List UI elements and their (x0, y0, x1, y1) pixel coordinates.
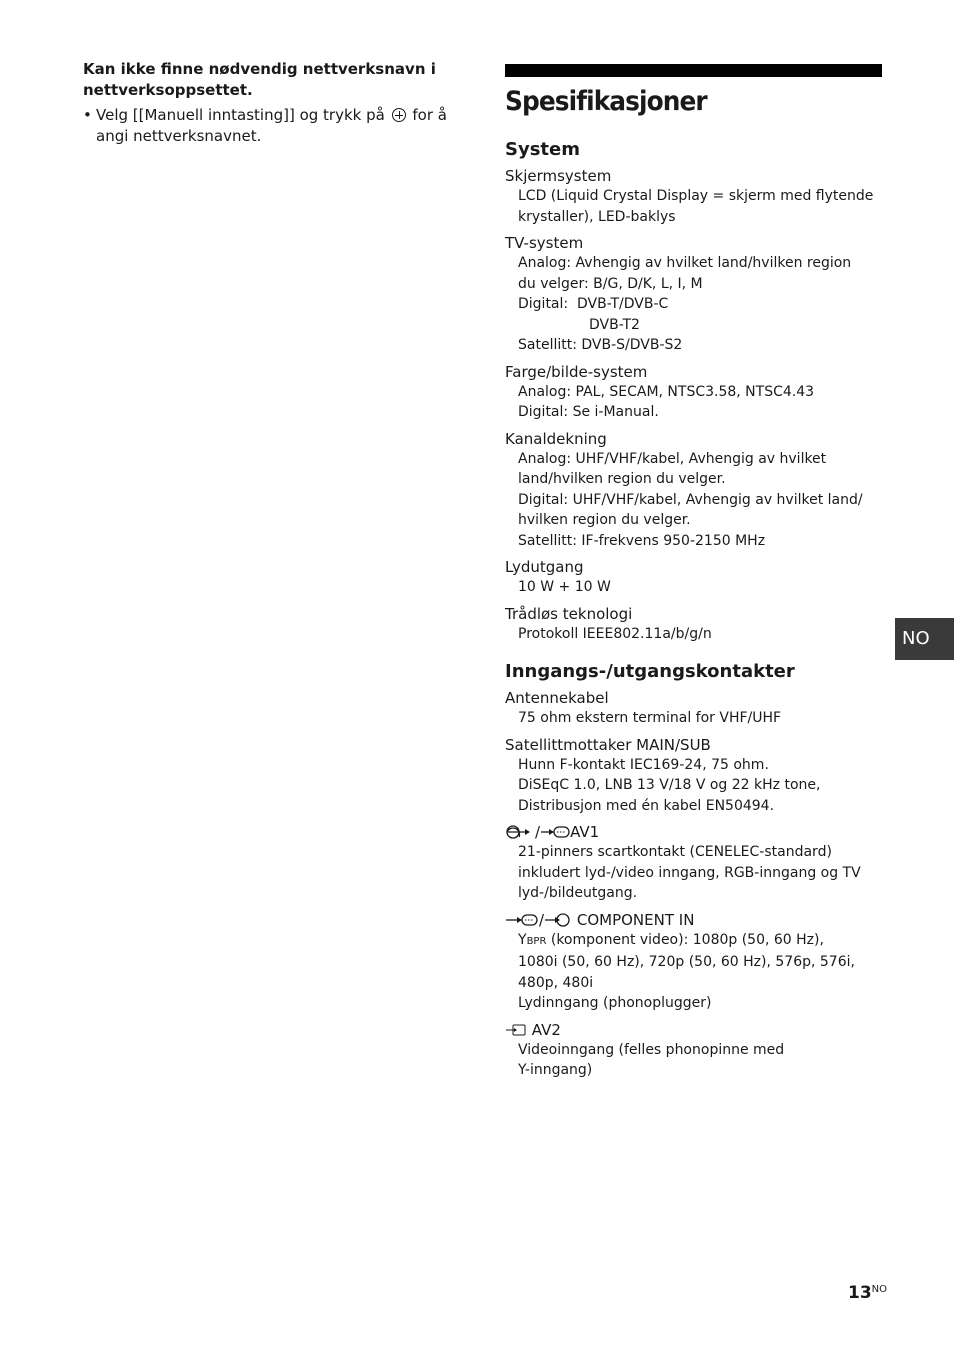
term-tv-system: TV-system (505, 234, 584, 252)
def-line: Digital: Se i-Manual. (518, 404, 659, 420)
term-tradlos-teknologi: Trådløs teknologi (505, 604, 633, 623)
def-line: DiSEqC 1.0, LNB 13 V/18 V og 22 kHz tone, (518, 777, 821, 793)
section-system-heading: System (505, 139, 580, 160)
av1-label: AV1 (570, 823, 600, 841)
def-line: Analog: PAL, SECAM, NTSC3.58, NTSC4.43 (518, 383, 815, 400)
def-line: Analog: UHF/VHF/kabel, Avhengig av hvilket (518, 450, 827, 467)
def-line: Digital: UHF/VHF/kabel, Avhengig av hvilket land/ (518, 491, 863, 508)
def-line: Protokoll IEEE802.11a/b/g/n (518, 625, 712, 642)
term-farge-bilde-system: Farge/bilde-system (505, 362, 648, 381)
av-input-icon (544, 912, 572, 928)
page-number (848, 1283, 887, 1303)
def-line: 1080i (50, 60 Hz), 720p (50, 60 Hz), 576p, 576i, (518, 954, 855, 970)
def-line: inkludert lyd-/video inngang, RGB-inngang og TV (518, 864, 861, 881)
def-line: Distribusjon med én kabel EN50494. (518, 797, 775, 814)
av-output-icon (540, 824, 570, 840)
page-number-suffix: NO (871, 1284, 888, 1295)
circle-plus-enter-icon (392, 108, 406, 122)
def-line: land/hvilken region du velger. (518, 471, 726, 487)
term-kanaldekning: Kanaldekning (505, 429, 607, 448)
def-line: Analog: Avhengig av hvilket land/hvilken region (518, 255, 852, 271)
def-line: hvilken region du velger. (518, 512, 691, 528)
def-line: 10 W + 10 W (518, 579, 611, 595)
term-skjermsystem: Skjermsystem (505, 167, 612, 185)
title-bar (505, 64, 882, 77)
term-av2 (505, 1020, 882, 1040)
specifications (505, 64, 882, 1081)
def-line: LCD (Liquid Crystal Display = skjerm med flytende (518, 188, 874, 204)
page-title: Spesifikasjoner (505, 86, 707, 117)
ypbpr-rest: (komponent video): 1080p (50, 60 Hz), (546, 931, 824, 948)
def-line: lyd-/bildeutgang. (518, 885, 638, 901)
def-line: Satellitt: DVB-S/DVB-S2 (518, 337, 683, 353)
def-line: Y-inngang) (518, 1062, 593, 1078)
note-bullet (83, 105, 453, 147)
ypbpr-y: Y (518, 931, 527, 948)
term-lydutgang: Lydutgang (505, 558, 584, 576)
def-line: 21-pinners scartkontakt (CENELEC-standard) (518, 844, 832, 860)
term-satellittmottaker: Satellittmottaker MAIN/SUB (505, 735, 711, 754)
def-line (505, 930, 882, 953)
av2-label: AV2 (531, 1020, 561, 1039)
def-line: du velger: B/G, D/K, L, I, M (518, 275, 703, 292)
note-heading: Kan ikke finne nødvendig nettverksnavn i nettverksoppsettet. (83, 60, 436, 99)
def-line: Hunn F-kontakt IEC169-24, 75 ohm. (518, 756, 769, 773)
def-line: Digital: DVB-T/DVB-C (518, 296, 669, 312)
component-in-label: COMPONENT IN (576, 910, 695, 929)
term-component-in (505, 910, 882, 930)
section-io-heading: Inngangs-/utgangskontakter (505, 661, 795, 682)
term-antennekabel: Antennekabel (505, 689, 609, 707)
troubleshoot-note (83, 59, 453, 147)
note-text (96, 105, 453, 147)
input-icon (505, 1022, 527, 1038)
def-line: 75 ohm ekstern terminal for VHF/UHF (518, 710, 782, 726)
ypbpr-pr: R (539, 935, 547, 947)
note-text-part1: Velg [[Manuell inntasting]] og trykk på (96, 106, 385, 124)
def-line: DVB-T2 (589, 316, 640, 333)
av-input-icon (505, 824, 535, 840)
av-output-icon (505, 912, 539, 928)
def-line: Lydinngang (phonoplugger) (518, 995, 712, 1011)
page-number-value: 13 (848, 1283, 872, 1303)
language-tab: NO (895, 618, 954, 660)
def-line: 480p, 480i (518, 974, 594, 991)
ypbpr-pb: BP (526, 935, 540, 947)
def-line: Videoinngang (felles phonopinne med (518, 1041, 785, 1058)
note-text-part2: for å angi nettverksnavnet. (96, 106, 447, 145)
bullet-marker: • (83, 106, 92, 124)
def-line: Satellitt: IF-frekvens 950-2150 MHz (518, 532, 766, 549)
slash: / (535, 823, 541, 841)
def-line: krystaller), LED-baklys (518, 208, 676, 225)
term-av1 (505, 822, 882, 842)
slash: / (539, 910, 545, 929)
